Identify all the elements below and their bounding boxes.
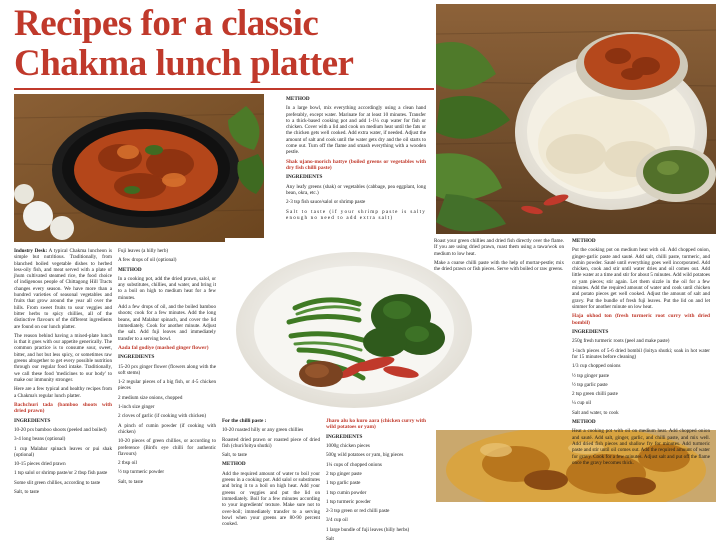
ingredient-item: 1-inch size ginger (118, 404, 155, 411)
recipe-title-jharo-alu-ko-kuro-aara: Jharo alu ko kuro aara (chicken curry with wild potatoes or yam) (326, 418, 426, 431)
intro-label: Industry Desk: (14, 248, 48, 254)
ingredient-item: ½ tsp turmeric powder (118, 469, 165, 476)
ingredient-item: 15-20 pcs ginger flower (flowers along with the soft stems) (118, 363, 216, 376)
intro-body-3: Here are a few typical and healthy recipes from a Chakma's regular lunch platter. (14, 386, 112, 399)
ingredient-item: Fuji leaves (a hilly herb) (118, 248, 169, 254)
ingredient-item: 1-2 regular pieces of a big fish, or 4-5 chicken pieces (118, 379, 216, 392)
ingredient-item: ½ tsp ginger paste (572, 372, 610, 379)
method-step: In a cooking pot, add the dried prawn, salol, or any substitutes, chillies, and water, and bring it to a boil on high to medium heat for a few minutes. (118, 275, 216, 301)
ingredient-item: Roasted dried prawn or roasted piece of dried fish (churi/loitya shutki) (222, 436, 320, 449)
ingredient-item: 1 tsp salol or shrimp paste/or 2 tbsp fish paste (14, 470, 108, 477)
lunch-platter-photo (436, 4, 716, 234)
method-step: Roast your green chillies and dried fish directly over the flame. If you are using dried prawn, roast them using a tawa/wok on medium to low heat. (434, 238, 564, 257)
ingredient-item: Salt (326, 536, 334, 543)
column-2 (118, 248, 216, 488)
recipe-title-aada-fal-godiye: Aada fal godiye (mashed ginger flower) (118, 344, 209, 351)
chicken-curry-photo (14, 94, 264, 242)
ingredients-heading-4: INGREDIENTS (326, 433, 363, 440)
ingredient-item: 1 tsp cumin powder (326, 489, 367, 496)
ingredient-item: 1 tsp turmeric powder (326, 498, 371, 505)
ingredient-item: 10-20 pcs bamboo shoots (peeled and boiled) (14, 426, 107, 433)
ingredients-heading-2: INGREDIENTS (118, 354, 155, 361)
ingredient-item: A few drops of oil (optional) (118, 257, 177, 264)
ingredient-item: A pinch of cumin powder (if cooking with chicken) (118, 422, 216, 435)
ingredient-item: Salt to taste (if your shrimp paste is salty enough no need to add extra salt) (286, 208, 426, 221)
method-heading-5: METHOD (572, 419, 596, 426)
recipe-title-bachchuri-tada: Bachchuri tada (bamboo shoots with dried prawn) (14, 401, 112, 415)
ingredient-item: Salt, to taste (118, 478, 144, 485)
page-title (14, 4, 434, 88)
ingredient-item: 1 tsp garlic paste (326, 480, 361, 487)
ingredients-heading-5: INGREDIENTS (572, 329, 609, 336)
column-6 (434, 238, 564, 275)
intro-body-2: The reason behind having a mixed-plate lunch is that it goes with our appetite generically. The common practice is to consume sour, sweet, bitter, and hot but less spicy, or sometimes raw greens altogether to get every possible nutrition through our regular food intake. Traditionally, we call these food 'medicines to our body' to make our immunity stronger. (14, 332, 112, 383)
column-5 (326, 418, 426, 545)
ingredient-item: 3-4 long beans (optional) (14, 436, 66, 443)
ingredient-item: 1 large bundle of fuji leaves (hilly herbs) (326, 526, 410, 533)
ingredient-item: 1-inch pieces of 5-6 dried bombil (loitya shutki; soak in hot water for 15 minutes before cleaning) (572, 347, 710, 360)
ingredient-item: Any leafy greens (shak) or vegetables (cabbage, pea eggplant, long bean, okra, etc.) (286, 183, 426, 197)
ingredient-item: 10-20 pieces of green chillies, or according to preference (Bird's eye chilli for authentic flavours) (118, 438, 216, 457)
ingredient-item: 500g wild potatoes or yam, big pieces (326, 452, 404, 459)
method-step: Make a coarse chilli paste with the help of mortar-pestle; mix the dried prawn or fish pieces. Serve with boiled or raw greens. (434, 259, 564, 273)
recipe-title-shak-ujano-morich-hattye: Shak ujano-morich hattye (boiled greens or vegetables with dry fish chilli paste) (286, 158, 426, 172)
column-3 (286, 96, 426, 224)
method-heading-2: METHOD (286, 96, 310, 102)
ingredient-item: 3/4 cup oil (326, 517, 348, 524)
ingredient-item: Salt, to taste (222, 452, 248, 459)
method-heading-1: METHOD (118, 266, 142, 273)
method-heading-4: METHOD (572, 238, 596, 244)
headline-line-2: Chakma lunch platter (14, 43, 354, 84)
method-step: Add a few drops of oil, and the boiled bamboo shoots; cook for a few minutes. Add the long beans, and Malabar spinach, and cover the lid immediately. Cook for another minute. Adjust the salt. Add fuji leaves and immediately transfer to a serving bowl. (118, 304, 216, 342)
ingredient-item: 2 tsp ginger paste (326, 471, 362, 477)
chilli-paste-heading: For the chilli paste : (222, 418, 267, 424)
ingredient-item: ½ tsp garlic paste (572, 381, 608, 388)
ingredient-item: ¼ cup oil (572, 400, 592, 407)
column-7 (572, 238, 710, 469)
ingredient-item: 2 cloves of garlic (if cooking with chicken) (118, 413, 207, 420)
ingredient-item: 250g fresh turmeric roots (peel and make paste) (572, 338, 670, 345)
ingredient-item: Salt, to taste (14, 489, 40, 496)
recipe-title-haja-okhod-ton: Haja okhod ton (fresh turmeric root curry with dried bombil) (572, 313, 710, 326)
column-4 (222, 418, 320, 530)
ingredient-item: 2 tbsp oil (118, 460, 137, 467)
ingredient-item: Some slit green chillies, according to taste (14, 479, 101, 486)
ingredient-item: Salt and water, to cook (572, 409, 619, 416)
intro-body: A typical Chakma luncheon is simple but nutritious. Traditionally, from blanched boiled vegetable dishes to herbed less-oily fish, and meat served with a plate of jhum cultivated steamed rice, the food choice of indigenous people of Chittagong Hill Tracts changes every season. We have more than a hundred varieties of seasonal vegetables and fruits that grow around the year all over the hills. From sweet fruits to sour veggies and bitter herbs to spicy chillies, all of the distinctive flavours of the different ingredients are found on our lunch platter. (14, 248, 112, 330)
ingredient-item: 1¼ cups of chopped onions (326, 461, 382, 468)
ingredient-item: 2-3 tsp fish sauce/salol or shrimp paste (286, 199, 366, 206)
column-1 (14, 248, 112, 498)
method-step: In a large bowl, mix everything accordingly using a clean hand preferably, except water. Marinate for at least 10 minutes. Transfer to a thick-based cooking pot and add 1-1¼ cup water for fish or chicken. Cover with a lid and cook on medium heat until the fats or the chicken gets well cooked. Add extra water, if needed. Adjust the amount of salt and cook until the water gets dry and the oil starts to come out. Turn off the flame and smash everything with a wooden pestle. (286, 105, 426, 156)
method-step: Heat a cooking pot with oil on medium heat. Add chopped onion and sauté. Add salt, ginger, garlic, and chilli paste, and mix well. Add dried fish pieces and shallow fry for minutes. Add turmeric paste and stir until oil comes out. Add the required amount of water for gravy. Cook for a few minutes. Adjust salt and put off the flame once the gravy becomes thick. (572, 428, 710, 466)
ingredient-item: 1 cup Malabar spinach leaves or pui shak (optional) (14, 445, 112, 458)
ingredients-heading-1: INGREDIENTS (14, 417, 51, 424)
ingredient-item: 2 tsp green chilli paste (572, 391, 618, 398)
ingredients-heading-3: INGREDIENTS (286, 174, 323, 181)
ingredient-item: 2-3 tsp green or red chilli paste (326, 508, 390, 515)
headline-divider (14, 88, 434, 90)
ingredient-item: 2 medium size onions, chopped (118, 394, 183, 401)
headline-line-1: Recipes for a classic (14, 3, 319, 44)
ingredient-item: 10-15 pieces dried prawn (14, 461, 66, 468)
ingredient-item: 10-20 roasted hilly or any green chillies (222, 427, 304, 434)
method-step: Put the cooking pot on medium heat with oil. Add chopped onion, ginger-garlic paste and sauté. Add salt, chilli paste, turmeric, and cumin powder. Sauté until everything goes well incorporated. Add chicken, cook and stir until water dries and oil comes out. Add little water at a time and stir for about 5 minutes. Add wild potatoes or yam pieces; stir again. Let them sizzle in the oil for a few minutes. Add the required amount of water and cook until chicken and potato pieces get well cooked. Adjust the amount of salt and gravy. Put the bundle of fresh fuji leaves. Put the lid on and let simmer for another minute on low heat. (572, 247, 710, 310)
ingredient-item: 1/3 cup chopped onions (572, 363, 621, 370)
ingredient-item: 1000g chicken pieces (326, 443, 370, 450)
method-step: Add the required amount of water to boil your greens in a cooking pot. Add salol or substitutes and bring it to a boil on high heat. Add your greens or veggies and put the lid on immediately. Boil for a few minutes according to your ingredients' texture. Make sure not to over-boil; immediately transfer to a serving bowl when your greens are 80-90 percent cooked. (222, 470, 320, 528)
method-heading-3: METHOD (222, 461, 246, 468)
